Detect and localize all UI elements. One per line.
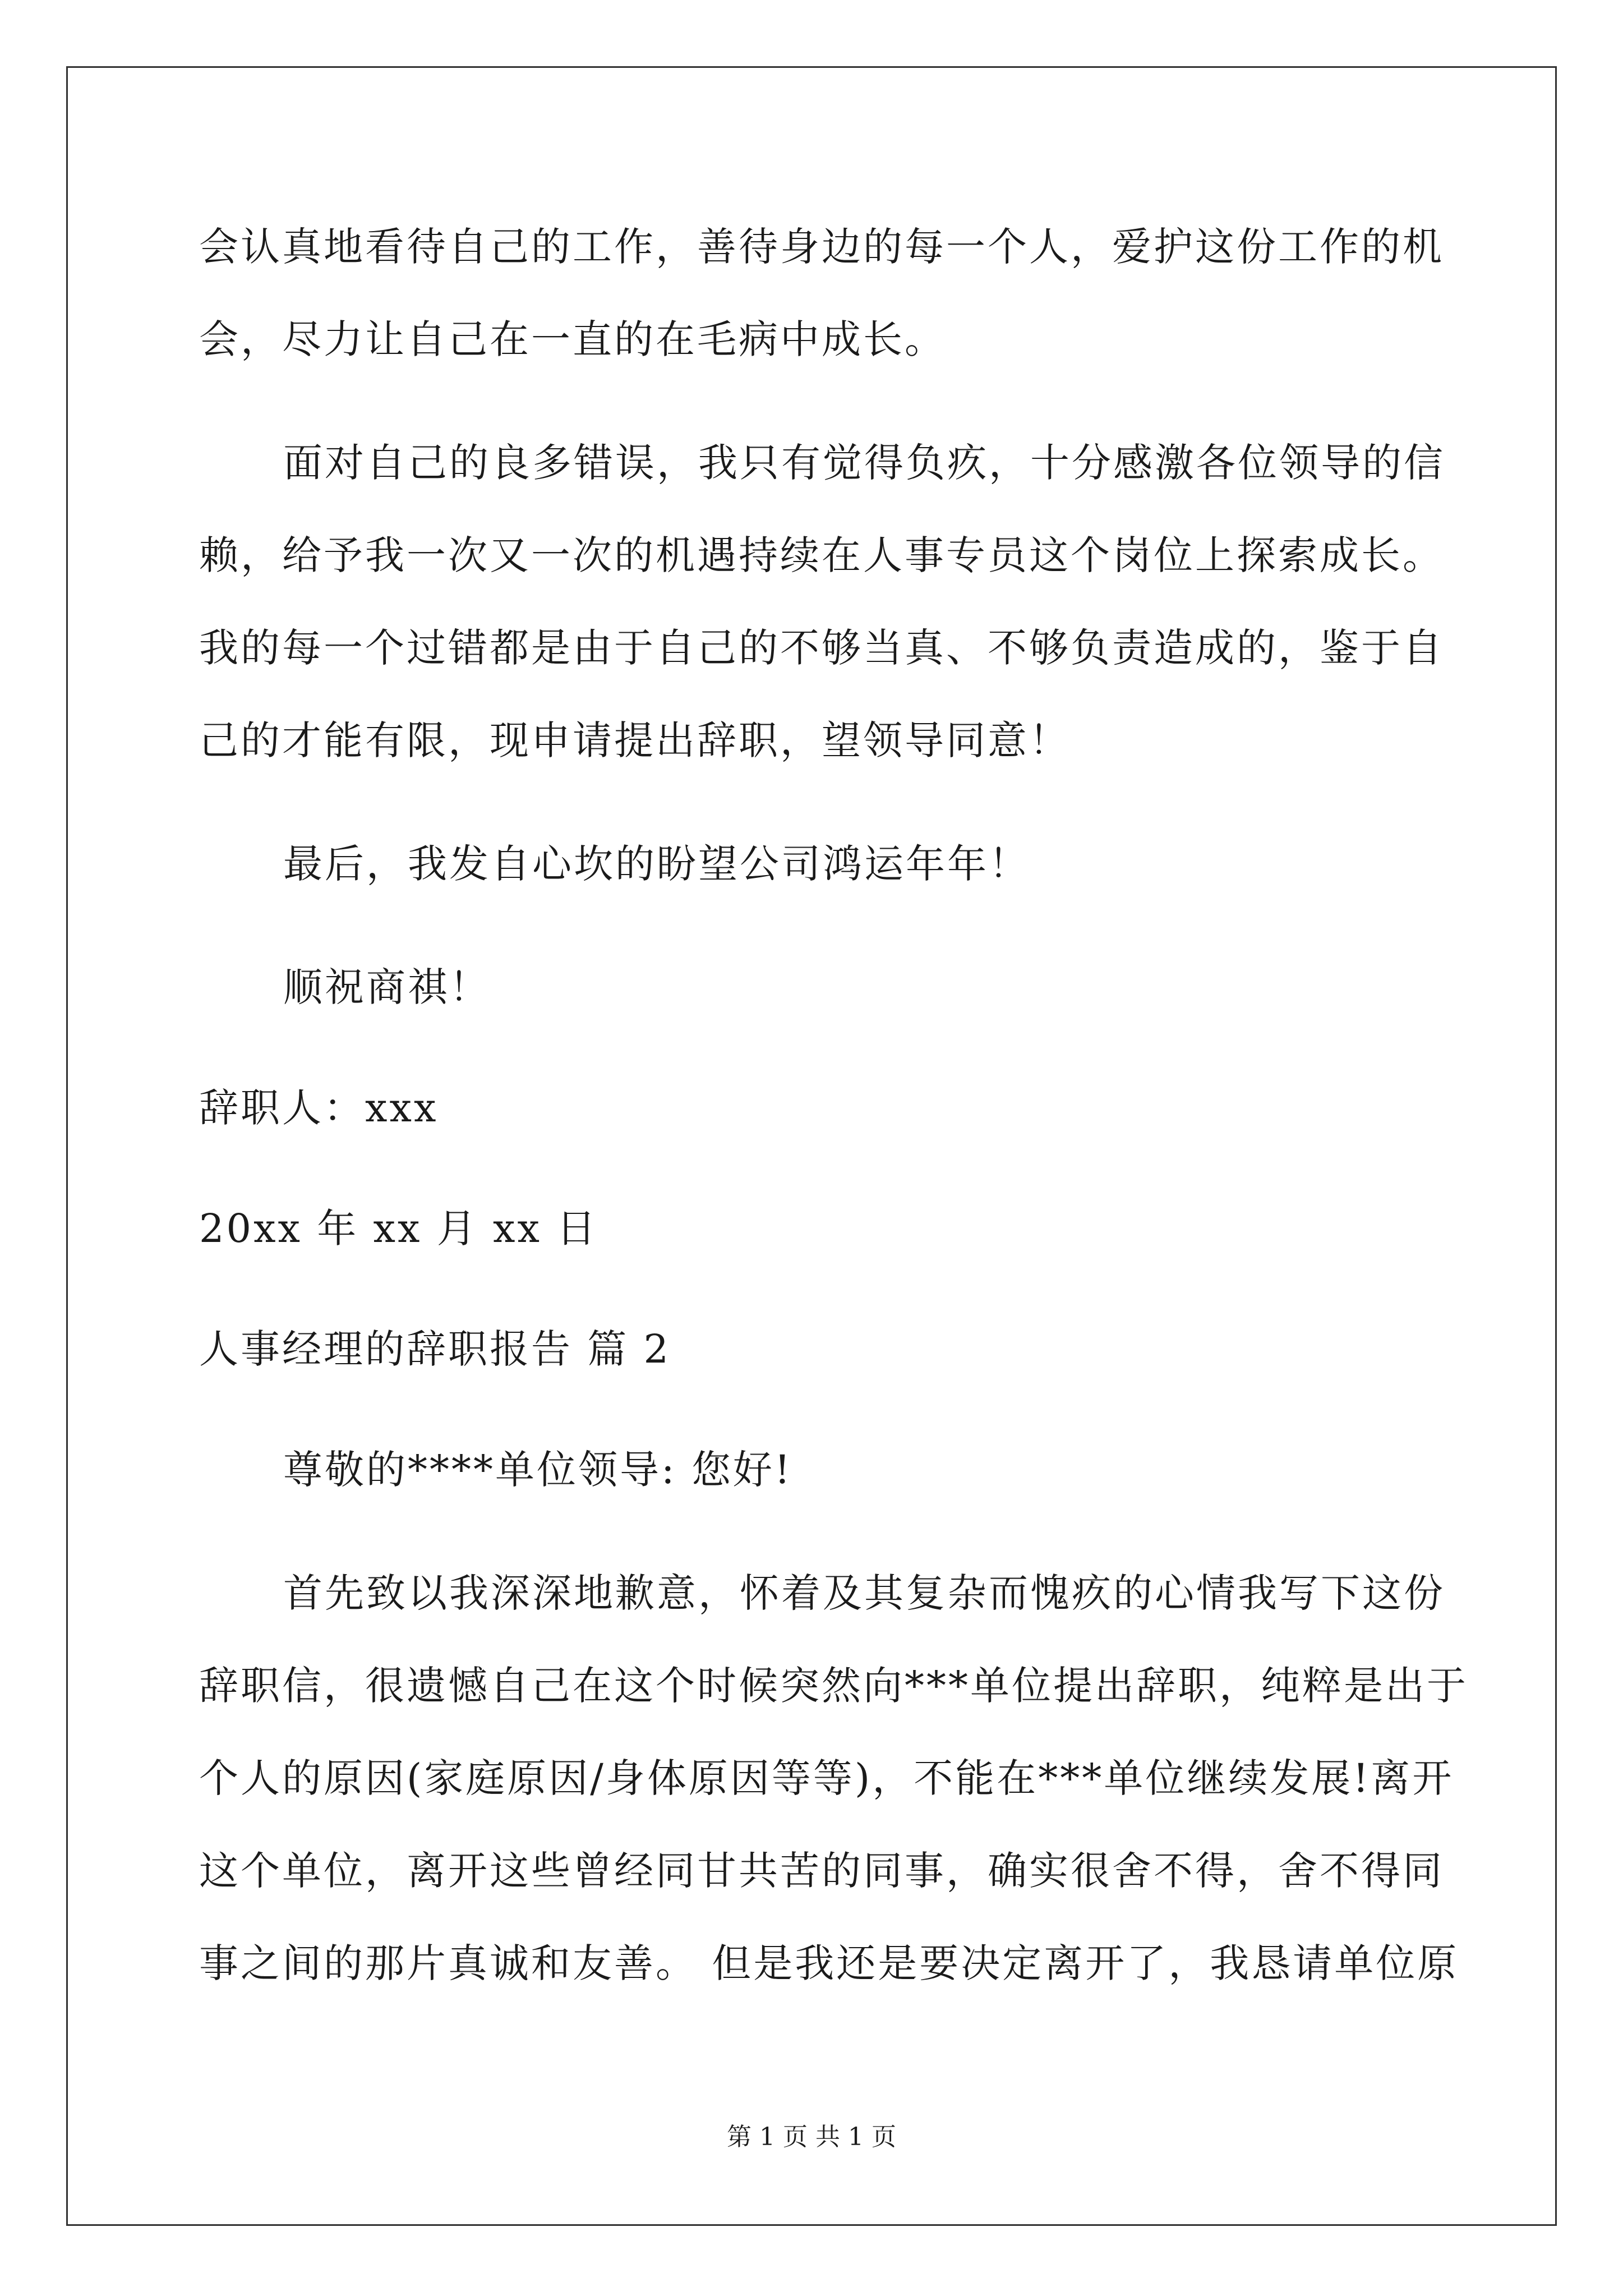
body-line-11: 事之间的那片真诚和友善。 但是我还是要决定离开了，我恳请单位原 [199,1940,1459,1986]
body-line-4: 赖，给予我一次又一次的机遇持续在人事专员这个岗位上探索成长。 [199,532,1444,578]
date-line: 20xx 年 xx 月 xx 日 [199,1205,598,1251]
body-line-1: 会认真地看待自己的工作，善待身边的每一个人，爱护这份工作的机 [199,224,1444,270]
regards-line: 顺祝商祺！ [283,964,491,1010]
closing-wish: 最后，我发自心坎的盼望公司鸿运年年！ [283,841,1030,887]
body-line-7: 首先致以我深深地歉意，怀着及其复杂而愧疚的心情我写下这份 [283,1570,1445,1616]
section-heading: 人事经理的辞职报告 篇 2 [199,1326,671,1372]
body-line-5: 我的每一个过错都是由于自己的不够当真、不够负责造成的，鉴于自 [199,625,1444,671]
salutation-line: 尊敬的****单位领导: 您好! [283,1447,792,1493]
body-line-10: 这个单位，离开这些曾经同甘共苦的同事，确实很舍不得，舍不得同 [199,1848,1444,1894]
signer-line: 辞职人：xxx [199,1085,439,1131]
body-line-3: 面对自己的良多错误，我只有觉得负疚，十分感激各位领导的信 [283,440,1445,486]
body-line-2: 会，尽力让自己在一直的在毛病中成长。 [199,316,946,362]
body-line-9: 个人的原因(家庭原因/身体原因等等)，不能在***单位继续发展!离开 [199,1755,1454,1801]
page-number-footer: 第 1 页 共 1 页 [727,2123,896,2151]
page-border [66,66,1557,2226]
body-line-6: 己的才能有限，现申请提出辞职，望领导同意！ [199,717,1071,763]
body-line-8: 辞职信，很遗憾自己在这个时候突然向***单位提出辞职，纯粹是出于 [199,1663,1468,1709]
